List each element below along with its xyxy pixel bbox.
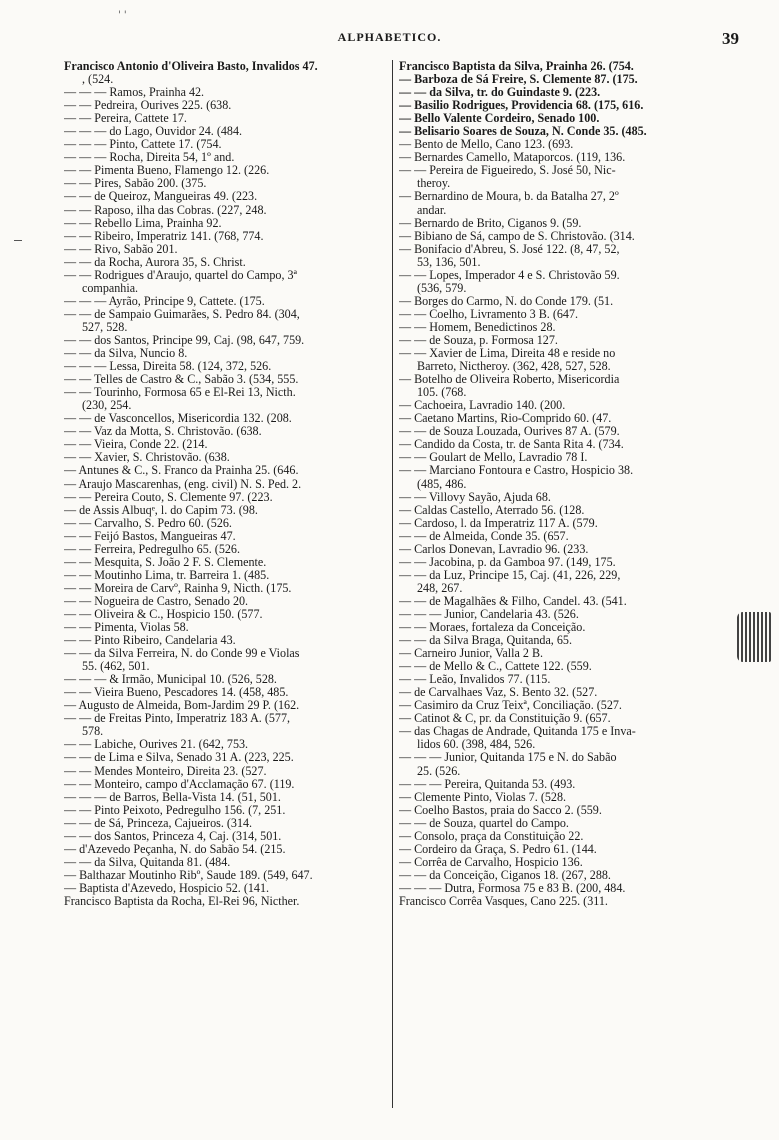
directory-entry-line: — — da Rocha, Aurora 35, S. Christ. <box>64 255 246 269</box>
directory-entry-line: — — — Ayrão, Principe 9, Cattete. (175. <box>64 294 265 308</box>
directory-entry-line: — — Ribeiro, Imperatriz 141. (768, 774. <box>64 229 264 243</box>
directory-entry-line: — Consolo, praça da Constituição 22. <box>399 829 584 843</box>
directory-entry-line: — — Coelho, Livramento 3 B. (647. <box>399 307 579 321</box>
directory-entry-line: — — Nogueira de Castro, Senado 20. <box>64 594 249 608</box>
directory-entry-line: — Carneiro Junior, Valla 2 B. <box>399 647 544 661</box>
directory-entry-line: — — Pereira de Figueiredo, S. José 50, Nic- <box>399 164 616 178</box>
directory-entry-line: 248, 267. <box>417 581 463 595</box>
directory-entry-line: — — de Mello & C., Cattete 122. (559. <box>399 660 592 674</box>
directory-entry-line: — Basilio Rodrigues, Providencia 68. (175, 616. <box>399 99 644 113</box>
directory-entry-line: — — Pires, Sabão 200. (375. <box>64 177 207 191</box>
directory-entry-line: — — de Almeida, Conde 35. (657. <box>399 529 569 543</box>
directory-entry-line: — — Homem, Benedictinos 28. <box>399 320 556 334</box>
directory-entry-line: — — Pinto Peixoto, Pedregulho 156. (7, 251. <box>64 803 286 817</box>
left-column <box>64 60 388 908</box>
directory-entry-line: — — Pinto Ribeiro, Candelaria 43. <box>64 634 236 648</box>
directory-entry-line: 105. (768. <box>417 386 467 400</box>
directory-entry-line: (485, 486. <box>417 477 467 491</box>
directory-entry-line: — d'Azevedo Peçanha, N. do Sabão 54. (215. <box>64 842 286 856</box>
directory-entry-line: Francisco Baptista da Rocha, El-Rei 96, Nicther. <box>64 895 300 908</box>
directory-entry-line: — Baptista d'Azevedo, Hospicio 52. (141. <box>64 881 270 895</box>
directory-entry-line: 25. (526. <box>417 764 461 778</box>
directory-entry-line: — — — & Irmão, Municipal 10. (526, 528. <box>64 673 277 687</box>
directory-entry-line: — — dos Santos, Princeza 4, Caj. (314, 501. <box>64 829 282 843</box>
directory-entry-line: — Bento de Mello, Cano 123. (693. <box>399 138 574 152</box>
directory-entry-line: — — Pedreira, Ourives 225. (638. <box>64 99 232 113</box>
directory-entry-line: — — Rebello Lima, Prainha 92. <box>64 216 222 230</box>
directory-entry-line: — — Leão, Invalidos 77. (115. <box>399 673 551 687</box>
directory-entry-line: — — Labiche, Ourives 21. (642, 753. <box>64 738 249 752</box>
directory-entry-line: — — Oliveira & C., Hospicio 150. (577. <box>64 607 263 621</box>
directory-entry-line: — — de Magalhães & Filho, Candel. 43. (541. <box>399 594 627 608</box>
directory-entry-line: 527, 528. <box>82 320 128 334</box>
directory-entry-line: — de Assis Albuqᵉ, l. do Capim 73. (98. <box>64 503 258 517</box>
directory-entry-line: — — de Souza, p. Formosa 127. <box>399 333 558 347</box>
directory-entry-line: 53, 136, 501. <box>417 255 481 269</box>
directory-entry-line: — — Villovy Sayão, Ajuda 68. <box>399 490 551 504</box>
directory-entry-line: — — da Conceição, Ciganos 18. (267, 288. <box>399 868 611 882</box>
directory-entry-line: — Bernardo de Brito, Ciganos 9. (59. <box>399 216 582 230</box>
directory-entry-line: — Borges do Carmo, N. do Conde 179. (51. <box>399 294 614 308</box>
directory-entry-line: — — Feijó Bastos, Mangueiras 47. <box>64 529 236 543</box>
directory-entry-line: 55. (462, 501. <box>82 660 150 674</box>
directory-entry-line: — — — de Barros, Bella-Vista 14. (51, 501. <box>64 790 281 804</box>
directory-entry-line: — — Xavier, S. Christovão. (638. <box>64 451 230 465</box>
directory-entry-line: — Casimiro da Cruz Teixª, Conciliação. (527. <box>399 699 622 713</box>
directory-entry-line: — Balthazar Moutinho Ribº, Saude 189. (549, 647. <box>64 868 313 882</box>
directory-entry-line: — — da Silva Ferreira, N. do Conde 99 e Violas <box>64 647 300 661</box>
directory-entry-line: — — Vieira Bueno, Pescadores 14. (458, 485. <box>64 686 289 700</box>
directory-entry-line: — — Xavier de Lima, Direita 48 e reside no <box>399 347 616 361</box>
directory-entry-line: — — de Sampaio Guimarães, S. Pedro 84. (304, <box>64 307 300 321</box>
directory-entry-line: — — Raposo, ilha das Cobras. (227, 248. <box>64 203 267 217</box>
directory-entry-line: — — Pimenta, Violas 58. <box>64 621 189 635</box>
directory-entry-line: — Caldas Castello, Aterrado 56. (128. <box>399 503 585 517</box>
directory-entry-line: (536, 579. <box>417 281 467 295</box>
directory-entry-line: — Cardoso, l. da Imperatriz 117 A. (579. <box>399 516 598 530</box>
directory-entry-line: — Barboza de Sá Freire, S. Clemente 87. (175. <box>399 73 638 87</box>
directory-entry-line: — — — Lessa, Direita 58. (124, 372, 526. <box>64 360 272 374</box>
directory-entry-line: Francisco Baptista da Silva, Prainha 26. (754. <box>399 60 634 73</box>
directory-entry-line: — — de Vasconcellos, Misericordia 132. (208. <box>64 412 292 426</box>
directory-entry-line: — — Vieira, Conde 22. (214. <box>64 438 208 452</box>
directory-entry-line: 578. <box>82 725 104 739</box>
directory-entry-line: — Belisario Soares de Souza, N. Conde 35. (485. <box>399 125 647 139</box>
page-number: 39 <box>722 29 739 48</box>
directory-entry-line: — Antunes & C., S. Franco da Prainha 25. (646. <box>64 464 299 478</box>
directory-entry-line: — — Rodrigues d'Araujo, quartel do Campo, 3ª <box>64 268 297 282</box>
directory-entry-line: — — Marciano Fontoura e Castro, Hospicio 38. <box>399 464 634 478</box>
directory-entry-line: — — de Lima e Silva, Senado 31 A. (223, 225. <box>64 751 294 765</box>
directory-entry-line: — — de Freitas Pinto, Imperatriz 183 A. (577, <box>64 712 291 726</box>
directory-entry-line: — — — Junior, Candelaria 43. (526. <box>399 607 579 621</box>
directory-entry-line: — Bello Valente Cordeiro, Senado 100. <box>399 112 600 126</box>
directory-entry-line: — — — Ramos, Prainha 42. <box>64 86 205 100</box>
directory-entry-line: — — Vaz da Motta, S. Christovão. (638. <box>64 425 262 439</box>
directory-entry-line: — Bibiano de Sá, campo de S. Christovão. (314. <box>399 229 635 243</box>
directory-entry-line: lidos 60. (398, 484, 526. <box>417 738 536 752</box>
directory-entry-line: — Clemente Pinto, Violas 7. (528. <box>399 790 567 804</box>
directory-entry-line: — — Rivo, Sabão 201. <box>64 242 178 256</box>
directory-entry-line: — Cachoeira, Lavradio 140. (200. <box>399 399 566 413</box>
directory-entry-line: — — da Silva, Nuncio 8. <box>64 347 188 361</box>
directory-entry-line: — das Chagas de Andrade, Quitanda 175 e Inva- <box>399 725 636 739</box>
directory-entry-line: — — Goulart de Mello, Lavradio 78 I. <box>399 451 588 465</box>
margin-mark <box>14 240 22 241</box>
directory-entry-line: — — Pereira, Cattete 17. <box>64 112 187 126</box>
directory-entry-line: — — Pereira Couto, S. Clemente 97. (223. <box>64 490 273 504</box>
directory-entry-line: — Bernardino de Moura, b. da Batalha 27, 2º <box>399 190 619 204</box>
directory-entry-line: — Araujo Mascarenhas, (eng. civil) N. S. Ped. 2. <box>64 477 302 491</box>
directory-entry-line: andar. <box>417 203 447 217</box>
directory-entry-line: — — de Souza, quartel do Campo. <box>399 816 569 830</box>
directory-entry-line: — — — Pinto, Cattete 17. (754. <box>64 138 222 152</box>
page-title: ALPHABETICO. <box>337 30 442 44</box>
directory-entry-line: — — Pimenta Bueno, Flamengo 12. (226. <box>64 164 270 178</box>
top-mark: ' ' <box>118 10 127 21</box>
directory-entry-line: — — dos Santos, Principe 99, Caj. (98, 647, 759. <box>64 333 305 347</box>
directory-entry-line: — — da Silva Braga, Quitanda, 65. <box>399 634 572 648</box>
directory-entry-line: — Catinot & C, pr. da Constituição 9. (657. <box>399 712 611 726</box>
directory-entry-line: — — Mendes Monteiro, Direita 23. (527. <box>64 764 267 778</box>
margin-blot-icon <box>737 612 771 662</box>
directory-entry-line: — de Carvalhaes Vaz, S. Bento 32. (527. <box>399 686 598 700</box>
directory-entry-line: — Cordeiro da Graça, S. Pedro 61. (144. <box>399 842 597 856</box>
directory-entry-line: companhia. <box>82 281 139 295</box>
directory-entry-line: — Candido da Costa, tr. de Santa Rita 4. (734. <box>399 438 624 452</box>
directory-entry-line: — — Monteiro, campo d'Acclamação 67. (119. <box>64 777 295 791</box>
directory-entry-line: — — Lopes, Imperador 4 e S. Christovão 59. <box>399 268 620 282</box>
directory-entry-line: — — Mesquita, S. João 2 F. S. Clemente. <box>64 555 267 569</box>
directory-entry-line: — — Moreira de Carvº, Rainha 9, Nicth. (175. <box>64 581 292 595</box>
directory-entry-line: — — — do Lago, Ouvidor 24. (484. <box>64 125 243 139</box>
directory-entry-line: — — de Sá, Princeza, Cajueiros. (314. <box>64 816 253 830</box>
directory-entry-line: — — — Pereira, Quitanda 53. (493. <box>399 777 576 791</box>
directory-entry-line: — — da Silva, tr. do Guindaste 9. (223. <box>399 86 601 100</box>
directory-entry-line: — — — Rocha, Direita 54, 1º and. <box>64 151 235 165</box>
directory-entry-line: — — Telles de Castro & C., Sabão 3. (534, 555. <box>64 373 299 387</box>
directory-entry-line: — — Moutinho Lima, tr. Barreira 1. (485. <box>64 568 270 582</box>
directory-entry-line: — — — Junior, Quitanda 175 e N. do Sabão <box>399 751 617 765</box>
directory-entry-line: — Corrêa de Carvalho, Hospicio 136. <box>399 855 583 869</box>
directory-entry-line: Francisco Corrêa Vasques, Cano 225. (311. <box>399 895 608 908</box>
directory-entry-line: — — Moraes, fortaleza da Conceição. <box>399 621 586 635</box>
directory-entry-line: theroy. <box>417 177 451 191</box>
directory-entry-line: — — da Luz, Principe 15, Caj. (41, 226, 229, <box>399 568 621 582</box>
directory-entry-line: — Caetano Martins, Rio-Comprido 60. (47. <box>399 412 612 426</box>
directory-entry-line: — — Ferreira, Pedregulho 65. (526. <box>64 542 240 556</box>
directory-entry-line: Francisco Antonio d'Oliveira Basto, Invalidos 47. <box>64 60 318 73</box>
directory-entry-line: — — Jacobina, p. da Gamboa 97. (149, 175. <box>399 555 616 569</box>
directory-entry-line: — Augusto de Almeida, Bom-Jardim 29 P. (162. <box>64 699 300 713</box>
directory-entry-line: — — Carvalho, S. Pedro 60. (526. <box>64 516 232 530</box>
directory-entry-line: (230, 254. <box>82 399 132 413</box>
directory-entry-line: — — de Souza Louzada, Ourives 87 A. (579. <box>399 425 620 439</box>
directory-entry-line: Barreto, Nictheroy. (362, 428, 527, 528. <box>417 360 611 374</box>
directory-entry-line: , (524. <box>82 73 114 87</box>
directory-entry-line: — Carlos Donevan, Lavradio 96. (233. <box>399 542 589 556</box>
directory-entry-line: — Bernardes Camello, Mataporcos. (119, 136. <box>399 151 626 165</box>
directory-entry-line: — — de Queiroz, Mangueiras 49. (223. <box>64 190 258 204</box>
directory-entry-line: — — — Dutra, Formosa 75 e 83 B. (200, 484. <box>399 881 626 895</box>
right-column <box>392 60 725 1108</box>
directory-entry-line: — — da Silva, Quitanda 81. (484. <box>64 855 231 869</box>
directory-entry-line: — Bonifacio d'Abreu, S. José 122. (8, 47, 52, <box>399 242 620 256</box>
directory-entry-line: — — Tourinho, Formosa 65 e El-Rei 13, Nicth. <box>64 386 296 400</box>
directory-entry-line: — Botelho de Oliveira Roberto, Misericordia <box>399 373 620 387</box>
directory-entry-line: — Coelho Bastos, praia do Sacco 2. (559. <box>399 803 602 817</box>
